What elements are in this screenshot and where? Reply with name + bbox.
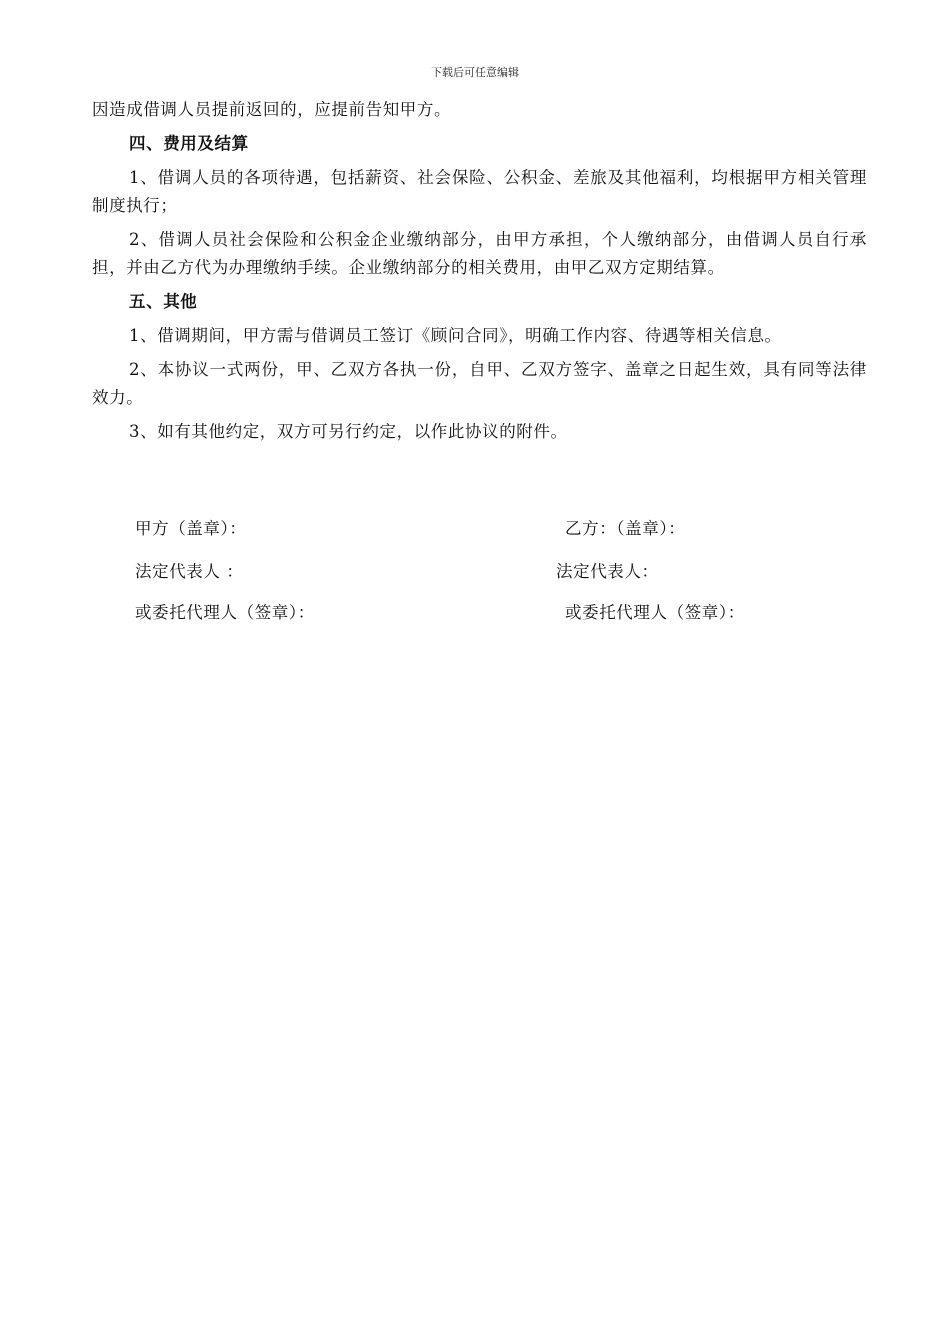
clause-fees-2: 2、借调人员社会保险和公积金企业缴纳部分，由甲方承担，个人缴纳部分，由借调人员自行承担，并由乙方代为办理缴纳手续。企业缴纳部分的相关费用，由甲乙双方定期结算。 [92, 230, 867, 277]
paragraph-continuation: 因造成借调人员提前返回的，应提前告知甲方。 [92, 100, 452, 119]
party-a-representative-label: 法定代表人 ： [135, 562, 244, 581]
section-heading-other: 五、其他 [129, 292, 198, 311]
party-a-seal-label: 甲方（盖章）： [135, 519, 247, 538]
section-heading-fees: 四、费用及结算 [129, 134, 249, 153]
party-b-agent-label: 或委托代理人（签章）： [565, 603, 745, 622]
clause-other-2: 2、本协议一式两份，甲、乙双方各执一份，自甲、乙双方签字、盖章之日起生效，具有同等法律效力。 [92, 360, 867, 407]
party-b-seal-label: 乙方：（盖章）： [565, 519, 686, 538]
clause-other-3: 3、如有其他约定，双方可另行约定，以作此协议的附件。 [129, 422, 568, 441]
party-b-representative-label: 法定代表人： [556, 562, 659, 581]
header-note: 下载后可任意编辑 [431, 66, 519, 79]
clause-other-1: 1、借调期间，甲方需与借调员工签订《顾问合同》，明确工作内容、待遇等相关信息。 [129, 326, 782, 345]
agreement-body [92, 96, 867, 446]
clause-fees-1: 1、借调人员的各项待遇，包括薪资、社会保险、公积金、差旅及其他福利，均根据甲方相关管理制度执行； [92, 168, 867, 215]
party-a-agent-label: 或委托代理人（签章）： [135, 603, 315, 622]
